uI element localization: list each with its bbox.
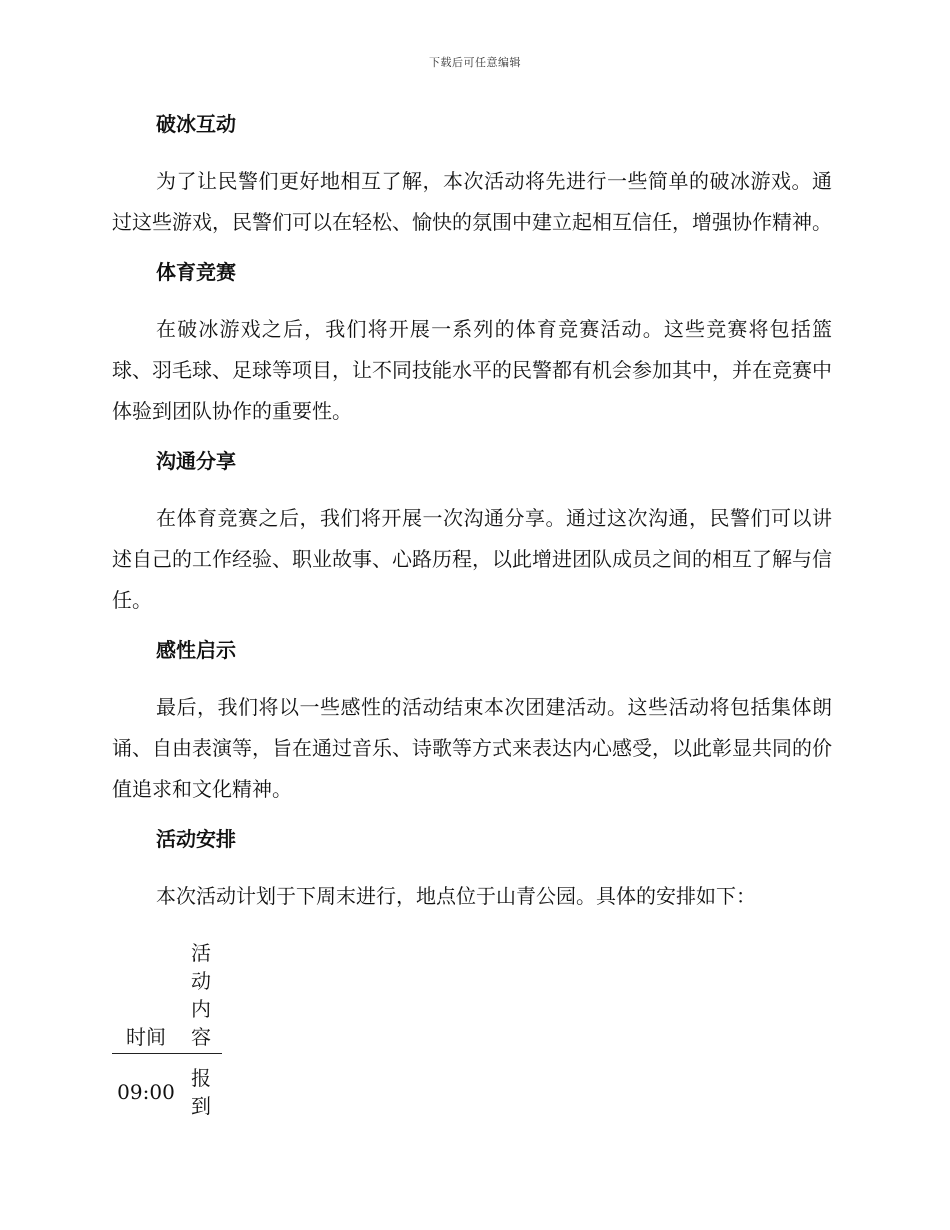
section-paragraph: 为了让民警们更好地相互了解，本次活动将先进行一些简单的破冰游戏。通过这些游戏，民警们可以在轻松、愉快的氛围中建立起相互信任，增强协作精神。: [112, 169, 832, 234]
table-header-time: 时间: [112, 939, 180, 1054]
section-sharing: [112, 447, 832, 621]
table-row: [112, 1054, 222, 1121]
section-heading: 破冰互动: [156, 112, 236, 136]
section-heading: 活动安排: [156, 827, 236, 851]
section-arrangement: [112, 825, 832, 917]
table-cell-time: 09:00: [117, 1080, 175, 1104]
section-heading: 体育竞赛: [156, 260, 236, 284]
section-paragraph: 本次活动计划于下周末进行，地点位于山青公园。具体的安排如下：: [156, 884, 756, 908]
page-header-note: 下载后可任意编辑: [429, 56, 521, 69]
section-paragraph: 最后，我们将以一些感性的活动结束本次团建活动。这些活动将包括集体朗诵、自由表演等，旨在通过音乐、诗歌等方式来表达内心感受，以此彰显共同的价值追求和文化精神。: [112, 695, 832, 801]
section-heading: 沟通分享: [156, 449, 236, 473]
table-header-row: [112, 939, 222, 1054]
section-paragraph: 在破冰游戏之后，我们将开展一系列的体育竞赛活动。这些竞赛将包括篮球、羽毛球、足球等项目，让不同技能水平的民警都有机会参加其中，并在竞赛中体验到团队协作的重要性。: [112, 317, 832, 423]
section-inspiration: [112, 636, 832, 810]
section-icebreaker: [112, 110, 832, 243]
section-heading: 感性启示: [156, 638, 236, 662]
section-sports: [112, 258, 832, 432]
section-paragraph: 在体育竞赛之后，我们将开展一次沟通分享。通过这次沟通，民警们可以讲述自己的工作经验、职业故事、心路历程，以此增进团队成员之间的相互了解与信任。: [112, 506, 832, 612]
schedule-table: [112, 939, 222, 1120]
document-body: [112, 110, 832, 1120]
table-header-activity: 活动内容: [180, 939, 222, 1054]
table-cell-activity: 报到: [191, 1066, 211, 1118]
